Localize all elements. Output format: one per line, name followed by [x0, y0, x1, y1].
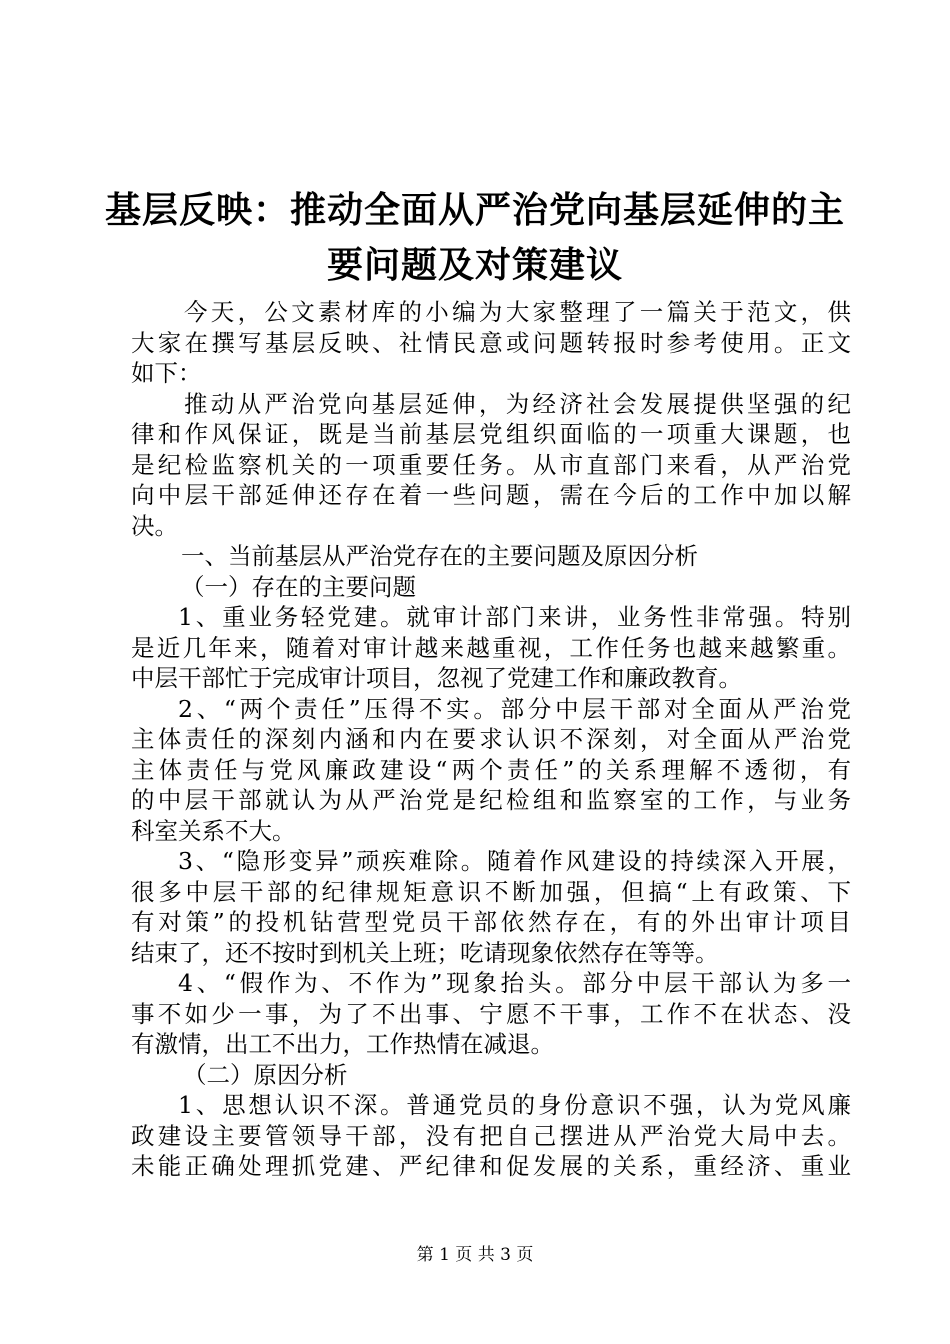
body-line: 有激情，出工不出力，工作热情在减退。: [131, 1030, 554, 1058]
page-number-footer: 第 1 页 共 3 页: [416, 1245, 534, 1265]
body-line: （一）存在的主要问题: [181, 572, 416, 601]
body-line: 今天，公文素材库的小编为大家整理了一篇关于范文，供: [184, 298, 851, 326]
document-body: [131, 297, 851, 1182]
body-line: 一、当前基层从严治党存在的主要问题及原因分析: [181, 542, 698, 570]
document-title-line-1: 基层反映：推动全面从严治党向基层延伸的主: [104, 189, 845, 231]
body-line: 推动从严治党向基层延伸，为经济社会发展提供坚强的纪: [184, 389, 851, 418]
body-line: 政建设主要管领导干部，没有把自己摆进从严治党大局中去。: [131, 1121, 851, 1150]
body-line: 科室关系不大。: [131, 816, 296, 845]
body-line: 的中层干部就认为从严治党是纪检组和监察室的工作，与业务: [131, 786, 851, 814]
body-line: 很多中层干部的纪律规矩意识不断加强，但搞“上有政策、下: [131, 877, 851, 906]
document-title-line-2: 要问题及对策建议: [326, 244, 623, 286]
body-line: 决。: [131, 511, 178, 540]
body-line: 4、“假作为、不作为”现象抬头。部分中层干部认为多一: [178, 969, 851, 997]
body-line: 2、“两个责任”压得不实。部分中层干部对全面从严治党: [178, 694, 851, 723]
body-line: 中层干部忙于完成审计项目，忽视了党建工作和廉政教育。: [131, 664, 742, 692]
body-line: 是纪检监察机关的一项重要任务。从市直部门来看，从严治党: [131, 450, 851, 479]
body-line: 律和作风保证，既是当前基层党组织面临的一项重大课题，也: [131, 420, 851, 448]
body-line: 1、思想认识不深。普通党员的身份意识不强，认为党风廉: [178, 1091, 851, 1119]
body-line: 未能正确处理抓党建、严纪律和促发展的关系，重经济、重业: [131, 1152, 851, 1180]
body-line: 大家在撰写基层反映、社情民意或问题转报时参考使用。正文: [131, 328, 851, 357]
body-line: 是近几年来，随着对审计越来越重视，工作任务也越来越繁重。: [131, 633, 851, 662]
body-line: 3、“隐形变异”顽疾难除。随着作风建设的持续深入开展，: [178, 847, 851, 875]
body-line: 向中层干部延伸还存在着一些问题，需在今后的工作中加以解: [131, 481, 851, 509]
body-line: 有对策”的投机钻营型党员干部依然存在，有的外出审计项目: [131, 908, 851, 936]
body-line: 事不如少一事，为了不出事、宁愿不干事，工作不在状态、没: [131, 999, 851, 1028]
body-line: 如下：: [131, 359, 202, 387]
body-line: 结束了，还不按时到机关上班；吃请现象依然存在等等。: [131, 938, 719, 967]
body-line: 主体责任的深刻内涵和内在要求认识不深刻，对全面从严治党: [131, 725, 851, 753]
body-line: 主体责任与党风廉政建设“两个责任”的关系理解不透彻，有: [131, 755, 851, 784]
body-line: 1、重业务轻党建。就审计部门来讲，业务性非常强。特别: [178, 603, 851, 631]
body-line: （二）原因分析: [183, 1060, 348, 1089]
